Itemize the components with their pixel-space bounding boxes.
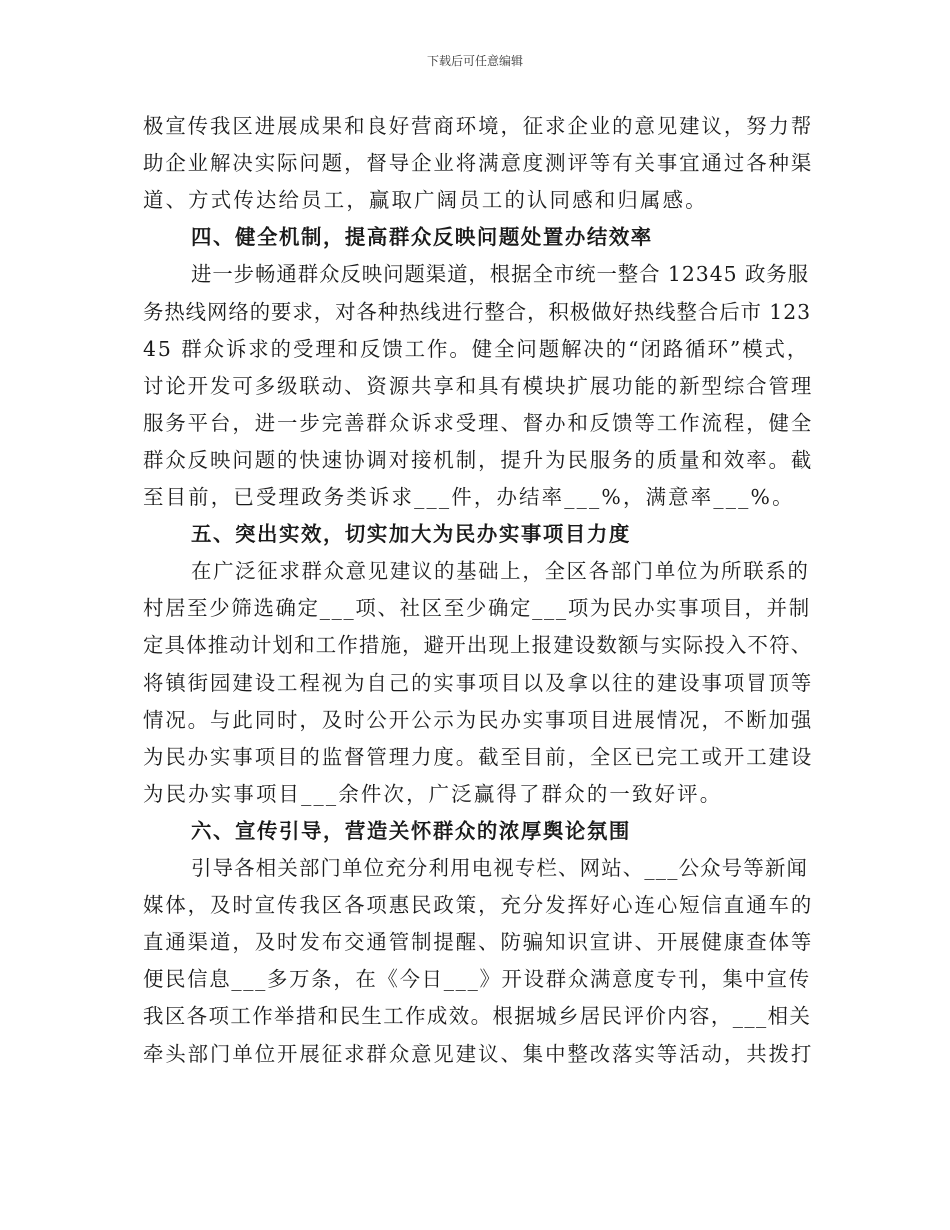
- text-line: 村居至少筛选确定___项、社区至少确定___项为民办实事项目，并制: [143, 596, 811, 621]
- text-line: 直通渠道，及时发布交通管制提醒、防骗知识宣讲、开展健康查体等: [143, 930, 814, 955]
- text-line: 情况。与此同时，及时公开公示为民办实事项目进展情况，不断加强: [143, 707, 814, 732]
- text-line: 在广泛征求群众意见建议的基础上，全区各部门单位为所联系的: [191, 559, 810, 584]
- text-line: 牵头部门单位开展征求群众意见建议、集中整改落实等活动，共拨打: [143, 1041, 814, 1066]
- text-line: 助企业解决实际问题，督导企业将满意度测评等有关事宜通过各种渠: [143, 151, 814, 176]
- text-line: 进一步畅通群众反映问题渠道，根据全市统一整合 12345 政务服: [191, 262, 809, 287]
- text-line: 我区各项工作举措和民生工作成效。根据城乡居民评价内容，___相关: [143, 1004, 812, 1029]
- text-line: 群众反映问题的快速协调对接机制，提升为民服务的质量和效率。截: [143, 447, 814, 472]
- text-line: 服务平台，进一步完善群众诉求受理、督办和反馈等工作流程，健全: [143, 410, 814, 435]
- section-heading: 四、健全机制，提高群众反映问题处置办结效率: [191, 225, 653, 250]
- text-line: 引导各相关部门单位充分利用电视专栏、网站、___公众号等新闻: [191, 856, 809, 880]
- text-line: 媒体，及时宣传我区各项惠民政策，充分发挥好心连心短信直通车的: [143, 893, 814, 918]
- text-line: 至目前，已受理政务类诉求___件，办结率___%，满意率___%。: [143, 485, 795, 509]
- text-line: 极宣传我区进展成果和良好营商环境，征求企业的意见建议，努力帮: [143, 114, 814, 138]
- text-line: 45 群众诉求的受理和反馈工作。健全问题解决的“闭路循环”模式，: [143, 336, 810, 361]
- section-heading: 六、宣传引导，营造关怀群众的浓厚舆论氛围: [191, 818, 631, 843]
- section-heading: 五、突出实效，切实加大为民办实事项目力度: [191, 522, 631, 547]
- text-line: 道、方式传达给员工，赢取广阔员工的认同感和归属感。: [143, 188, 708, 213]
- page-header: 下载后可任意编辑: [426, 54, 523, 68]
- text-line: 为民办实事项目___余件次，广泛赢得了群众的一致好评。: [143, 781, 723, 806]
- text-line: 定具体推动计划和工作措施，避开出现上报建设数额与实际投入不符、: [143, 633, 813, 658]
- text-line: 务热线网络的要求，对各种热线进行整合，积极做好热线整合后市 123: [143, 299, 812, 324]
- text-line: 将镇街园建设工程视为自己的实事项目以及拿以往的建设事项冒顶等: [143, 670, 814, 695]
- text-line: 讨论开发可多级联动、资源共享和具有模块扩展功能的新型综合管理: [143, 373, 814, 398]
- text-line: 便民信息___多万条，在《今日___》开设群众满意度专刊，集中宣传: [143, 967, 811, 992]
- text-line: 为民办实事项目的监督管理力度。截至目前，全区已完工或开工建设: [143, 744, 814, 769]
